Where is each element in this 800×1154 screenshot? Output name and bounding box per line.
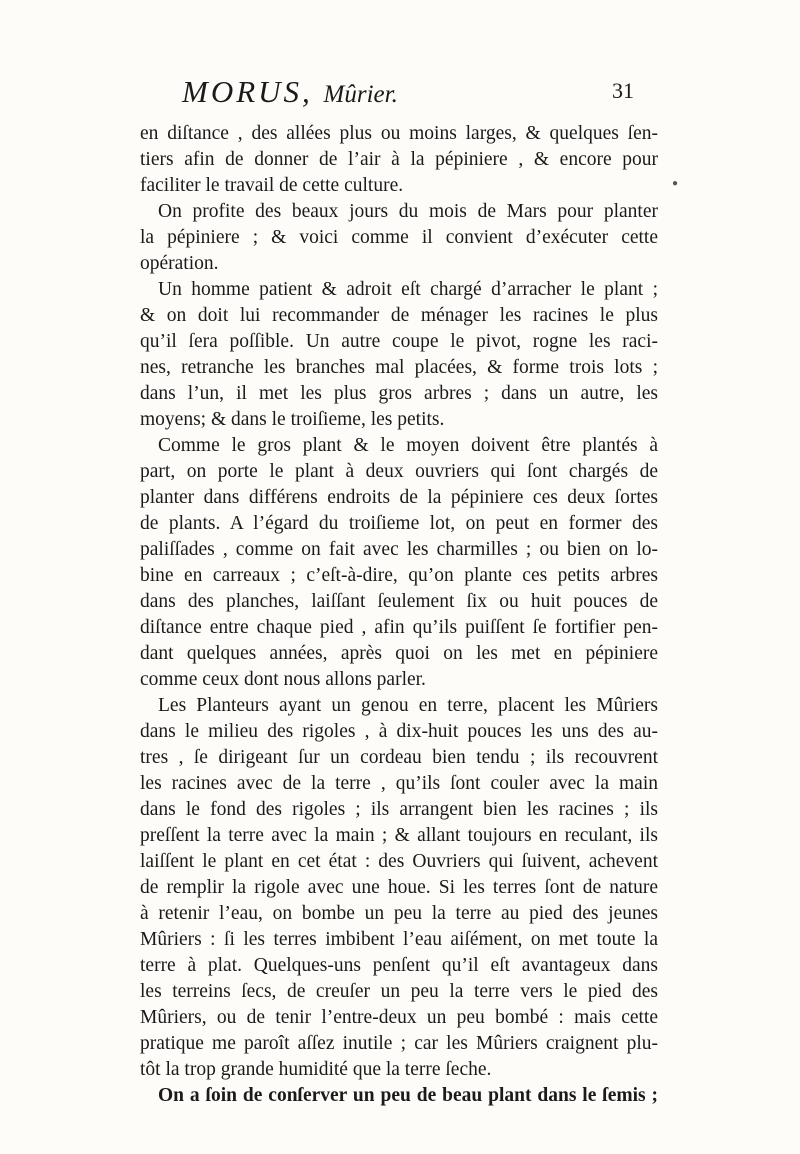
text-line: tôt la trop grande humidité que la terre ſeche. — [140, 1059, 492, 1080]
page-number: 31 — [612, 78, 634, 103]
ink-speck: ● — [672, 178, 679, 189]
text-line: diſtance entre chaque pied , afin qu’ils puiſſent ſe fortifier pen- — [140, 617, 658, 638]
text-line: laiſſent le plant en cet état : des Ouvriers qui ſuivent, achevent — [140, 851, 658, 872]
text-line: bine en carreaux ; c’eſt-à-dire, qu’on plante ces petits arbres — [140, 565, 658, 586]
text-line: On a ſoin de conſerver un peu de beau plant dans le ſemis ; — [158, 1085, 658, 1106]
text-line: dans le fond des rigoles ; ils arrangent bien les racines ; ils — [140, 799, 658, 820]
text-line: part, on porte le plant à deux ouvriers qui ſont chargés de — [140, 461, 658, 482]
text-line: dans des planches, laiſſant ſeulement ſix ou huit pouces de — [140, 591, 658, 612]
text-line: moyens; & dans le troiſieme, les petits. — [140, 409, 445, 430]
running-head-title: MORUS, — [182, 74, 313, 109]
body-text — [140, 121, 658, 1109]
text-line: les racines avec de la terre , qu’ils ſont couler avec la main — [140, 773, 658, 794]
text-line: opération. — [140, 253, 219, 274]
text-line: dans l’un, il met les plus gros arbres ; dans un autre, les — [140, 383, 658, 404]
text-line: la pépiniere ; & voici comme il convient d’exécuter cette — [140, 227, 658, 248]
text-line: Mûriers : ſi les terres imbibent l’eau aiſément, on met toute la — [140, 929, 658, 950]
running-head-subtitle: Mûrier. — [323, 81, 398, 108]
text-line: planter dans différens endroits de la pépiniere ces deux ſortes — [140, 487, 658, 508]
text-line: comme ceux dont nous allons parler. — [140, 669, 426, 690]
text-line: tiers afin de donner de l’air à la pépiniere , & encore pour — [140, 149, 658, 170]
text-line: Comme le gros plant & le moyen doivent être plantés à — [158, 435, 658, 456]
text-line: faciliter le travail de cette culture. — [140, 175, 404, 196]
text-line: Les Planteurs ayant un genou en terre, placent les Mûriers — [158, 695, 658, 716]
text-line: nes, retranche les branches mal placées, & forme trois lots ; — [140, 357, 658, 378]
text-line: preſſent la terre avec la main ; & allant toujours en reculant, ils — [140, 825, 658, 846]
text-line: paliſſades , comme on fait avec les charmilles ; ou bien on lo- — [140, 539, 658, 560]
text-line: & on doit lui recommander de ménager les racines le plus — [140, 305, 658, 326]
text-line: tres , ſe dirigeant ſur un cordeau bien tendu ; ils recouvrent — [140, 747, 658, 768]
text-line: dant quelques années, après quoi on les met en pépiniere — [140, 643, 658, 664]
text-line: à retenir l’eau, on bombe un peu la terre au pied des jeunes — [140, 903, 658, 924]
text-line: pratique me paroît aſſez inutile ; car les Mûriers craignent plu- — [140, 1033, 658, 1054]
text-line: Un homme patient & adroit eſt chargé d’arracher le plant ; — [158, 279, 658, 300]
text-line: terre à plat. Quelques-uns penſent qu’il eſt avantageux dans — [140, 955, 658, 976]
text-line: les terreins ſecs, de creuſer un peu la terre vers le pied des — [140, 981, 658, 1002]
text-line: qu’il ſera poſſible. Un autre coupe le pivot, rogne les raci- — [140, 331, 658, 352]
text-line: Mûriers, ou de tenir l’entre-deux un peu bombé : mais cette — [140, 1007, 658, 1028]
text-line: de plants. A l’égard du troiſieme lot, on peut en former des — [140, 513, 658, 534]
text-line: de remplir la rigole avec une houe. Si les terres ſont de nature — [140, 877, 658, 898]
text-line: On profite des beaux jours du mois de Mars pour planter — [158, 201, 658, 222]
text-line: en diſtance , des allées plus ou moins larges, & quelques ſen- — [140, 123, 658, 144]
text-line: dans le milieu des rigoles , à dix-huit pouces les uns des au- — [140, 721, 658, 742]
running-head — [182, 74, 552, 110]
